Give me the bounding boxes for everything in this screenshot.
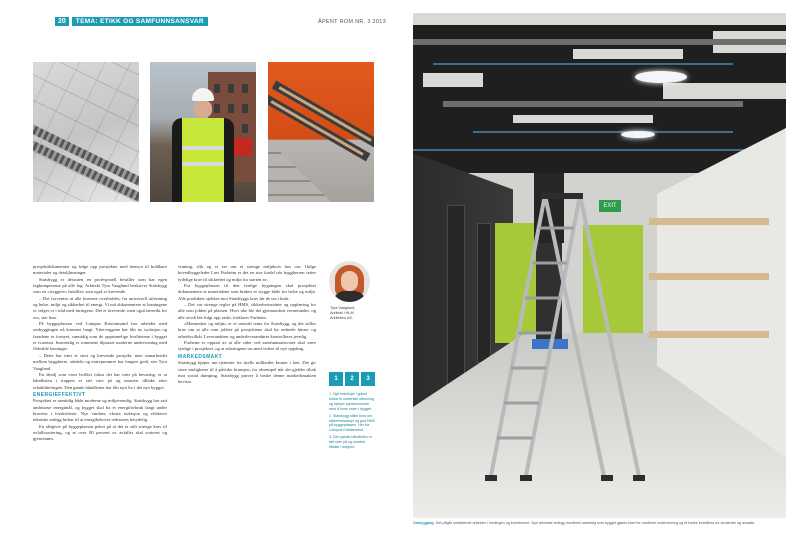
caption-line: Arkitektur AS.: [330, 316, 353, 320]
number-box-1: 1: [329, 372, 343, 386]
paragraph: Furheim er opptatt av at alle sider ved samfunnsansvaret skal være synlige i prosjektet, og at erfaringene tas med videre til nye oppdrag.: [178, 340, 316, 352]
number-box-3: 3: [361, 372, 375, 386]
sub-heading: ENERGIEFFEKTIVT: [33, 391, 86, 398]
paragraph: – Dette har vært et stort og krevende prosjekt, men samarbeidet mellom byggherre, arkitekt og entreprenører har fungert godt, sier Tyra Vaagland.: [33, 352, 167, 371]
paragraph: – Det var strenge regler på HMS, sikkerhetsrutiner og opplæring for alle som jobbet på plassen. Hver uke ble det gjennomført vernerunder, og alle avvik ble fulgt opp raskt, forklarer Furheim.: [178, 302, 316, 320]
caption-lead: Ombygging:: [413, 521, 435, 525]
page-number: 20: [55, 17, 69, 26]
photo-caption: 3. Den gamle håndlisten er tatt vare på og montert tilbake i trappen.: [329, 435, 372, 450]
wood-shelf: [649, 331, 769, 338]
paragraph: «Mennesker og miljø» er et sentralt tema for Statsbygg, og det stilles krav om at alle som jobber på prosjektene skal ha ordnede lønns- og arbeidsvilkår. Leverandører og underleverandører kontrolleres jevnlig.: [178, 321, 316, 339]
open-ceiling: [413, 13, 786, 173]
stepladder: [485, 193, 645, 483]
photo-captions: [329, 392, 376, 452]
paragraph: En rådgiver på byggeplassen peker på at det er stilt strenge krav til avfallssortering, og at over 80 prosent av avfallet skal sorteres og gjenvinnes.: [33, 423, 167, 442]
paragraph: En detalj som viser hvilket fokus det har vært på bevaring, er at håndlisten i trappen er tatt vare på og montert tilbake etter rehabiliteringen. Den gamle håndlisten har fått nytt liv i det nye bygget.: [33, 371, 167, 390]
photo-tactile-floor: [33, 62, 139, 202]
paragraph: Prosjektet er samtidig både moderne og miljøvennlig. Statsbygg har satt ambisiøse energimål, og bygget skal ha et energiforbruk langt under kravene i forskriftene. Nye vinduer, ekstra isolasjon og effektive tekniske anlegg bidrar til at energibehovet reduseres betydelig.: [33, 398, 167, 423]
photo-construction-worker: [150, 62, 256, 202]
portrait-photo: [329, 261, 370, 302]
corridor-caption: [413, 521, 786, 526]
helmet-icon: [192, 88, 214, 101]
paragraph: På byggeplassen ved Campus Kristiansand har arbeidet med ombyggingen nå kommet langt. Ytterveggene har fått ny isolasjon og fasadene er fornyet, samtidig som de opprinnelige kvalitetene i bygget er ivaretatt. Innvendig er rommene tilpasset moderne undervisning med fleksible løsninger.: [33, 321, 167, 352]
page-header: [55, 17, 208, 26]
magazine-issue: ÅPENT ROM NR. 3 2013: [318, 19, 386, 25]
worker-figure: [170, 88, 236, 202]
photo-caption: 2. Statsbygg stiller krav om sikkerhetsutstyr og god HMS på byggeplassen. Her fra Campus Kristiansand.: [329, 413, 375, 433]
wood-shelf: [649, 218, 769, 225]
photo-corridor-ladder: [413, 13, 786, 518]
paragraph: – Det forventes at alle kravene overholdes, fra universell utforming og helse, miljø og sikkerhet til energi. Vi må dokumentere at løsningene vi velger er i tråd med føringene. Det er krevende, men også lærerikt for oss, sier hun.: [33, 295, 167, 320]
paragraph: vinning, slik og vi ser om et strenge miljøkrav hos oss. Ifølge hovedbyggeleder Lars Furheim er det en stor fordel når byggherren setter tydelige krav til sikkerhet og miljø fra starten av.: [178, 264, 316, 282]
ceiling-lamp: [621, 131, 655, 138]
caption-text: Det pågår omfattende arbeider i himlingen og korridorene. Nye tekniske anlegg monteres samtidig som bygget gjøres klart for moderne undervisning og et bedre inneklima for studenter og ansatte.: [435, 521, 756, 525]
theme-label: TEMA: ETIKK OG SAMFUNNSANSVAR: [72, 17, 208, 26]
sub-heading: MARKEDSMAKT: [178, 353, 223, 360]
caption-line: Arkitekt i HLM: [330, 311, 354, 315]
ceiling-lamp: [635, 71, 687, 83]
exit-sign: EXIT: [599, 200, 621, 212]
portrait-caption: [330, 306, 375, 321]
paragraph: Statsbygg er dessuten en profesjonell bestiller som har egen fagkompetanse på alle fag. Arkitekt Tyra Vaagland beskriver Statsbygg som en «tryggere» bestiller, som også er krevende.: [33, 276, 167, 295]
paragraph: prosjektdokumenter og følge opp prosjektet med hensyn til holdbare materialer og detaljløsninger.: [33, 264, 167, 276]
number-box-2: 2: [345, 372, 359, 386]
caption-line: Tyra Vaagland,: [330, 306, 356, 310]
paragraph: Statsbygg kjøper inn tjenester for titalls milliarder kroner i året. Det gir store muligheter til å påvirke bransjen, for eksempel når det gjelder tiltak mot sosial dumping. Statsbygg prøver å bruke denne markedsmakten bevisst.: [178, 360, 316, 385]
photo-handrail: [268, 62, 374, 202]
text-column-2: [178, 264, 316, 386]
photo-caption: 1. Nye ledelinjer i gulvet bidrar til universell utforming og hjelper synshemmede med å finne veien i bygget.: [329, 392, 374, 411]
wood-shelf: [649, 273, 769, 280]
paragraph: Fra byggeplassen til den ferdige bygningen skal prosjektet dokumentere at materialene som brukes er trygge både for helse og miljø. Alle produkter sjekkes mot Statsbyggs krav før de tas i bruk.: [178, 283, 316, 301]
text-column-1: [33, 264, 167, 443]
